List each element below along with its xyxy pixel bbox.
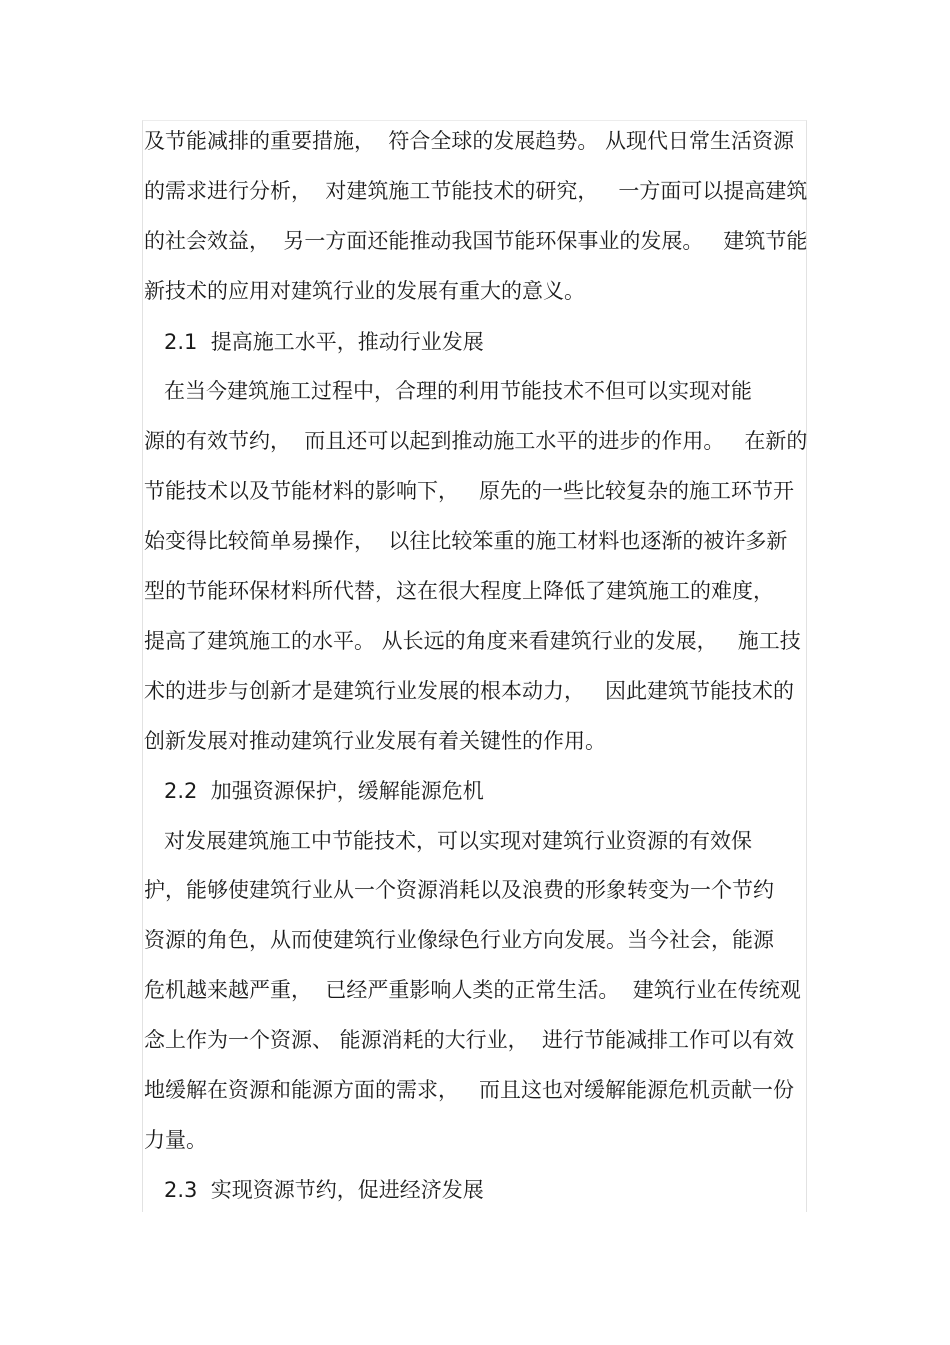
text-line: 在当今建筑施工过程中，合理的利用节能技术不但可以实现对能 [144,379,753,403]
text-line: 护，能够使建筑行业从一个资源消耗以及浪费的形象转变为一个节约 [144,878,774,902]
section-heading: 2.3 实现资源节约，促进经济发展 [144,1178,484,1202]
section-heading: 2.1 提高施工水平，推动行业发展 [144,330,484,354]
text-line: 地缓解在资源和能源方面的需求， 而且这也对缓解能源危机贡献一份 [144,1078,795,1102]
text-line: 的社会效益， 另一方面还能推动我国节能环保事业的发展。 建筑节能 [144,229,808,253]
text-line: 念上作为一个资源、 能源消耗的大行业， 进行节能减排工作可以有效 [144,1028,795,1052]
text-line: 的需求进行分析， 对建筑施工节能技术的研究， 一方面可以提高建筑 [144,179,808,203]
text-line: 力量。 [144,1128,207,1152]
text-line: 始变得比较简单易操作， 以往比较笨重的施工材料也逐渐的被许多新 [144,529,788,553]
text-line: 提高了建筑施工的水平。 从长远的角度来看建筑行业的发展， 施工技 [144,629,801,653]
text-line: 型的节能环保材料所代替，这在很大程度上降低了建筑施工的难度， [144,579,774,603]
text-line: 及节能减排的重要措施， 符合全球的发展趋势。 从现代日常生活资源 [144,129,795,153]
text-line: 对发展建筑施工中节能技术，可以实现对建筑行业资源的有效保 [144,829,753,853]
text-line: 术的进步与创新才是建筑行业发展的根本动力， 因此建筑节能技术的 [144,679,795,703]
section-heading: 2.2 加强资源保护，缓解能源危机 [144,779,484,803]
text-line: 资源的角色，从而使建筑行业像绿色行业方向发展。当今社会，能源 [144,928,774,952]
text-line: 危机越来越严重， 已经严重影响人类的正常生活。 建筑行业在传统观 [144,978,801,1002]
text-line: 创新发展对推动建筑行业发展有着关键性的作用。 [144,729,606,753]
text-line: 新技术的应用对建筑行业的发展有重大的意义。 [144,279,585,303]
text-line: 节能技术以及节能材料的影响下， 原先的一些比较复杂的施工环节开 [144,479,795,503]
text-line: 源的有效节约， 而且还可以起到推动施工水平的进步的作用。 在新的 [144,429,808,453]
